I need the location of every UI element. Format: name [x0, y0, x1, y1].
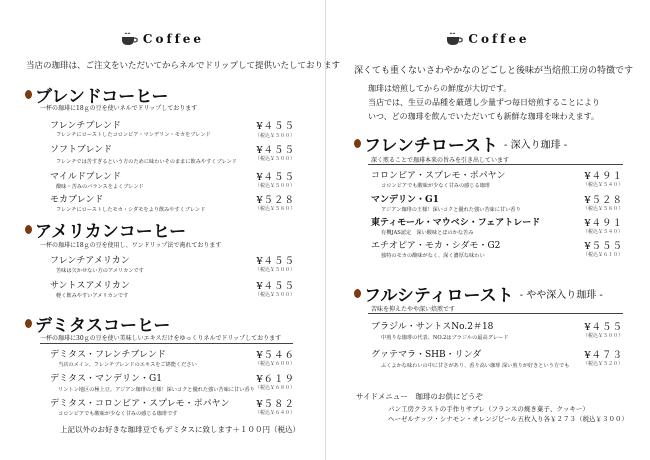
item-tax-price: （税込￥５４０）	[582, 182, 623, 188]
item-price: ¥４５５	[256, 121, 295, 132]
item-desc: 酸味・苦みのバランスをよくブレンド	[56, 184, 144, 190]
freshness-text-1: 珈琲は焙煎してからの鮮度が大切です。	[368, 84, 512, 93]
item-desc: フレンチにローストしたモカ・シダモをより飲みやすくブレンド	[56, 207, 206, 213]
item-desc: 苦味は欠かせない方のアメリカンです	[56, 268, 144, 274]
item-price: ¥５２８	[256, 195, 295, 206]
logo-text: Coffee	[468, 32, 530, 46]
item-tax-price: （税込￥６１０）	[582, 252, 623, 258]
item-desc: フレンチにローストしたコロンビア・マンデリン・モカをブレンド	[56, 132, 211, 138]
item-price: ¥４７３	[584, 350, 623, 361]
item-tax-price: （税込￥５４０）	[582, 229, 623, 235]
item-name: エチオピア・モカ・シダモ・G2	[371, 241, 501, 251]
section-desc: 一杯の珈琲に18ｇの豆を使用し、ワンドリップ法で淹れております	[40, 242, 222, 249]
item-tax-price: （税込￥５８０）	[582, 206, 623, 212]
divider	[368, 164, 623, 165]
item-price: ¥４５５	[584, 322, 623, 333]
section-desc: 一杯の珈琲に18ｇの豆を使いネルでドリップしております	[40, 105, 198, 112]
item-price: ¥４５５	[256, 281, 295, 292]
coffee-bean-icon	[354, 139, 361, 148]
item-desc: コロンビアでも酸味が少なく甘みの感じる珈琲	[381, 183, 491, 189]
item-price: ¥５２８	[584, 195, 623, 206]
item-tax-price: （税込￥５００）	[254, 267, 295, 273]
item-name: フレンチブレンド	[50, 121, 121, 131]
item-price: ¥４５５	[256, 172, 295, 183]
side-menu-line-2: ヘーゼルナッツ・シナモン・オレンジピール	[388, 415, 518, 423]
coffee-bean-icon	[25, 90, 32, 99]
section-title: ブレンドコーヒー	[35, 87, 169, 107]
item-tax-price: （税込￥５８０）	[254, 206, 295, 212]
item-price: ¥４５５	[256, 256, 295, 267]
item-desc: アジアン珈琲の王様！深いコクと優れた強い苦味に甘い香り	[381, 207, 521, 213]
item-tax-price: （税込￥６００）	[254, 361, 295, 367]
item-desc: 独特のモカの酸味がなく、深く濃厚な味わい	[381, 253, 485, 259]
item-tax-price: （税込￥５２０）	[582, 361, 623, 367]
item-price: ¥５８２	[256, 399, 295, 410]
section-subtitle: - 深入り珈琲 -	[504, 140, 568, 151]
section-title: デミタスコーヒー	[35, 316, 171, 336]
section-heading-full-city-roast	[354, 281, 603, 306]
coffee-bean-icon	[354, 289, 361, 298]
section-title: アメリカンコーヒー	[35, 222, 187, 242]
item-name: マンデリン・G1	[371, 195, 439, 205]
section-desc: 深く煎ることで珈琲本来の旨みを引き出しています	[371, 157, 510, 164]
section-desc: 一杯の珈琲に30ｇの豆を使い美味しいエキスだけをゆっくりネルでドリップしております	[40, 335, 282, 342]
item-tax-price: （税込￥５００）	[254, 292, 295, 298]
coffee-bean-icon	[25, 225, 32, 234]
item-tax-price: （税込￥５００）	[254, 133, 295, 139]
item-desc: リントン地区の極上豆。アジアン珈琲の王様！深いコクと優れた強い苦味に甘い香り	[58, 387, 255, 393]
section-heading-french-roast	[354, 131, 567, 156]
item-desc: 有機JAS認定 深い酸味とほのかな苦み	[381, 230, 474, 236]
item-desc: ふくよかな味わいの中に甘さがあり、香り高い珈琲 深い煎りが好きという方でも	[381, 363, 570, 369]
section-title: フルシティロースト	[364, 286, 514, 306]
demitasse-note: 上記以外のお好きな珈琲豆でもデミタスに致します＋１００円（税込）	[60, 425, 300, 434]
menu-page-right	[325, 0, 650, 460]
item-desc: フレンチでは苦すぎるという方のために味わいそのままに飲みやすくブレンド	[56, 159, 237, 165]
section-desc: 苦味を抑えたやや深い焙煎です	[371, 306, 456, 313]
coffee-bean-icon	[25, 319, 32, 328]
item-price: ¥４９１	[584, 171, 623, 182]
item-desc: 当店のメイン、フレンチブレンドのエキスをご堪能ください	[58, 362, 197, 368]
right-intro-text: 深くても重くないさわやかなのどごしと後味が当焙煎工房の特徴です	[354, 66, 634, 76]
item-tax-price: （税込￥５００）	[254, 183, 295, 189]
divider	[40, 343, 293, 344]
item-name: コロンビア・スプレモ・ポパヤン	[371, 171, 506, 181]
coffee-cup-icon	[446, 32, 464, 46]
side-menu-price: 五枚入り各￥２７３（税込￥３００）	[517, 415, 628, 423]
item-name: ブラジル・サントスNo.2＃18	[371, 322, 494, 332]
divider	[368, 313, 623, 314]
item-name: 東ティモール・マウベシ・フェアトレード	[371, 218, 541, 228]
item-name: マイルドブレンド	[50, 172, 121, 182]
item-name: デミタス・フレンチブレンド	[50, 350, 166, 360]
item-price: ¥４９１	[584, 218, 623, 229]
item-price: ¥６１９	[256, 374, 295, 385]
coffee-logo	[0, 31, 325, 50]
item-name: ソフトブレンド	[50, 145, 113, 155]
item-name: モカブレンド	[50, 195, 104, 205]
section-title: フレンチロースト	[364, 136, 499, 156]
side-menu-title: サイドメニュー 珈琲のお供にどうぞ	[356, 392, 483, 401]
item-tax-price: （税込￥６８０）	[254, 385, 295, 391]
coffee-logo	[326, 31, 650, 50]
item-name: サントスアメリカン	[50, 281, 130, 291]
item-name: グァテマラ・SHB・リンダ	[371, 350, 482, 360]
item-price: ¥４５５	[256, 145, 295, 156]
coffee-cup-icon	[121, 32, 139, 46]
item-name: デミタス・コロンビア・スプレモ・ポパヤン	[50, 399, 230, 409]
freshness-text-2: 当店では、生豆の品種を厳選し少量ずつ毎日焙煎することにより	[368, 98, 600, 107]
section-subtitle: - やや深入り珈琲 -	[519, 290, 603, 301]
item-name: フレンチアメリカン	[50, 256, 130, 266]
section-heading-american	[25, 217, 186, 242]
item-desc: 軽く飲みやすいアメリカンです	[56, 293, 129, 299]
item-price: ¥５４６	[256, 350, 295, 361]
item-tax-price: （税込￥５００）	[582, 333, 623, 339]
left-intro-text: 当店の珈琲は、ご注文をいただいてからネルでドリップして提供いたしております	[26, 61, 340, 71]
side-menu-line-1: パン工房クラストの手作りサブレ（フランスの焼き菓子、クッキー）	[388, 405, 589, 413]
item-tax-price: （税込￥５００）	[254, 156, 295, 162]
item-desc: コロンビアでも酸味が少なく甘みの感じる珈琲です	[58, 411, 178, 417]
item-name: デミタス・マンデリン・G1	[50, 374, 162, 384]
freshness-text-3: いつ、どの珈琲を飲んでいただいても新鮮な珈琲を味わえます。	[368, 112, 600, 121]
item-tax-price: （税込￥６４０）	[254, 410, 295, 416]
item-price: ¥５５５	[584, 241, 623, 252]
item-desc: 中煎りな珈琲の代表、NO.2はブラジルの最高グレード	[381, 335, 509, 341]
logo-text: Coffee	[142, 32, 205, 46]
